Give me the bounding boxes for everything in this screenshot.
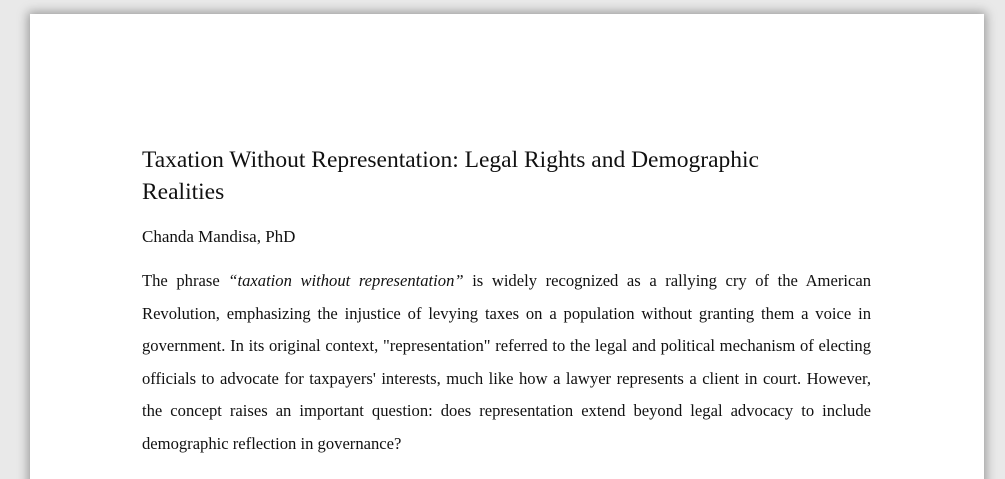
- body-paragraph: [142, 265, 871, 460]
- document-title: Taxation Without Representation: Legal Rights and Demographic Realities: [142, 147, 759, 205]
- paragraph-intro: The phrase: [142, 271, 229, 290]
- author-line: Chanda Mandisa, PhD: [142, 227, 296, 246]
- document-page: [30, 14, 984, 479]
- quoted-phrase: “taxation without representation”: [228, 271, 464, 290]
- paragraph-body: is widely recognized as a rallying cry of the American Revolution, emphasizing the injustice of levying taxes on a population without granting them a voice in government. In its original context, "representation" referred to the legal and political mechanism of electing officials to advocate for taxpayers' interests, much like how a lawyer represents a client in court. However, the concept raises an important question: does representation extend beyond legal advocacy to include demographic reflection in governance?: [142, 271, 871, 453]
